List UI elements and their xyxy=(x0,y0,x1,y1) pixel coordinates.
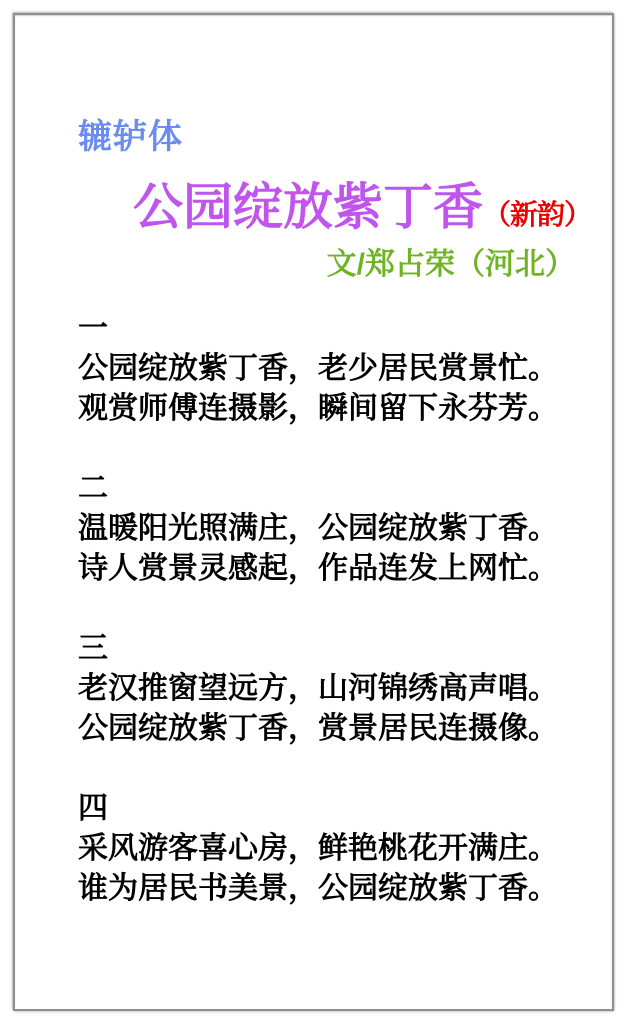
title-row xyxy=(133,173,609,235)
title-note: （新韵） xyxy=(483,199,592,230)
stanza-number: 一 xyxy=(78,312,108,345)
stanza-number: 二 xyxy=(78,472,108,505)
verse-line: 温暖阳光照满庄，公园绽放紫丁香。 xyxy=(78,512,558,545)
stanza-3 xyxy=(78,629,609,749)
verse-line: 采风游客喜心房，鲜艳桃花开满庄。 xyxy=(78,832,558,865)
stanza-1 xyxy=(78,309,609,429)
poem-content xyxy=(78,115,609,949)
verse-line: 公园绽放紫丁香，赏景居民连摄像。 xyxy=(78,712,558,745)
stanza-2 xyxy=(78,469,609,589)
stanza-number: 四 xyxy=(78,792,108,825)
stanza-number: 三 xyxy=(78,632,108,665)
poem-title: 公园绽放紫丁香 xyxy=(133,179,483,235)
verse-line: 老汉推窗望远方，山河锦绣高声唱。 xyxy=(78,672,558,705)
byline: 文/郑占荣（河北） xyxy=(326,248,575,281)
verse-line: 谁为居民书美景，公园绽放紫丁香。 xyxy=(78,872,558,905)
verse-line: 观赏师傅连摄影，瞬间留下永芬芳。 xyxy=(78,392,558,425)
stanza-4 xyxy=(78,789,609,909)
poem-body xyxy=(78,309,609,909)
poem-style-label: 辘轳体 xyxy=(78,118,183,156)
verse-line: 诗人赏景灵感起，作品连发上网忙。 xyxy=(78,552,558,585)
verse-line: 公园绽放紫丁香，老少居民赏景忙。 xyxy=(78,352,558,385)
